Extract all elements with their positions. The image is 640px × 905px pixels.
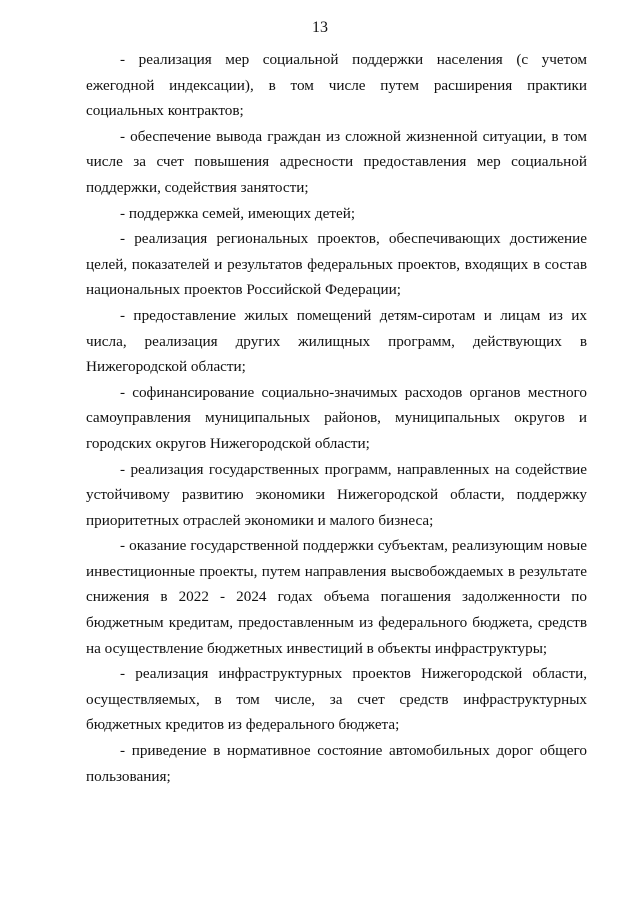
list-item-difficult-situation: - обеспечение вывода граждан из сложной жизненной ситуации, в том числе за счет повышения адресности предоставления мер социальной поддержки, содействия занятости; — [86, 127, 587, 196]
list-item-cofinancing: - софинансирование социально-значимых расходов органов местного самоуправления муниципальных районов, муниципальных округов и городских округов Нижегородской области; — [86, 383, 587, 452]
list-item-state-programs: - реализация государственных программ, направленных на содействие устойчивому развитию экономики Нижегородской области, поддержку приоритетных отраслей экономики и малого бизнеса; — [86, 460, 587, 529]
document-body — [86, 47, 587, 789]
list-item-family-support: - поддержка семей, имеющих детей; — [120, 204, 356, 222]
list-item-infrastructure-projects: - реализация инфраструктурных проектов Нижегородской области, осуществляемых, в том числе, за счет средств инфраструктурных бюджетных кредитов из федерального бюджета; — [86, 665, 587, 734]
list-item-housing-orphans: - предоставление жилых помещений детям-сиротам и лицам из их числа, реализация других жилищных программ, действующих в Нижегородской области; — [86, 306, 587, 376]
list-item-investment-support: - оказание государственной поддержки субъектам, реализующим новые инвестиционные проекты, путем направления высвобождаемых в результате снижения в 2022 - 2024 годах объема погашения задолженности по бюджетным кредитам, предоставленным из федерального бюджета, средств на осуществление бюджетных инвестиций в объекты инфраструктуры; — [86, 537, 587, 657]
list-item-roads: - приведение в нормативное состояние автомобильных дорог общего пользования; — [86, 742, 587, 785]
list-item-social-support: - реализация мер социальной поддержки населения (с учетом ежегодной индексации), в том числе путем расширения практики социальных контрактов; — [86, 51, 587, 120]
page-number: 13 — [312, 19, 328, 36]
list-item-regional-projects: - реализация региональных проектов, обеспечивающих достижение целей, показателей и результатов федеральных проектов, входящих в состав национальных проектов Российской Федерации; — [86, 230, 587, 299]
